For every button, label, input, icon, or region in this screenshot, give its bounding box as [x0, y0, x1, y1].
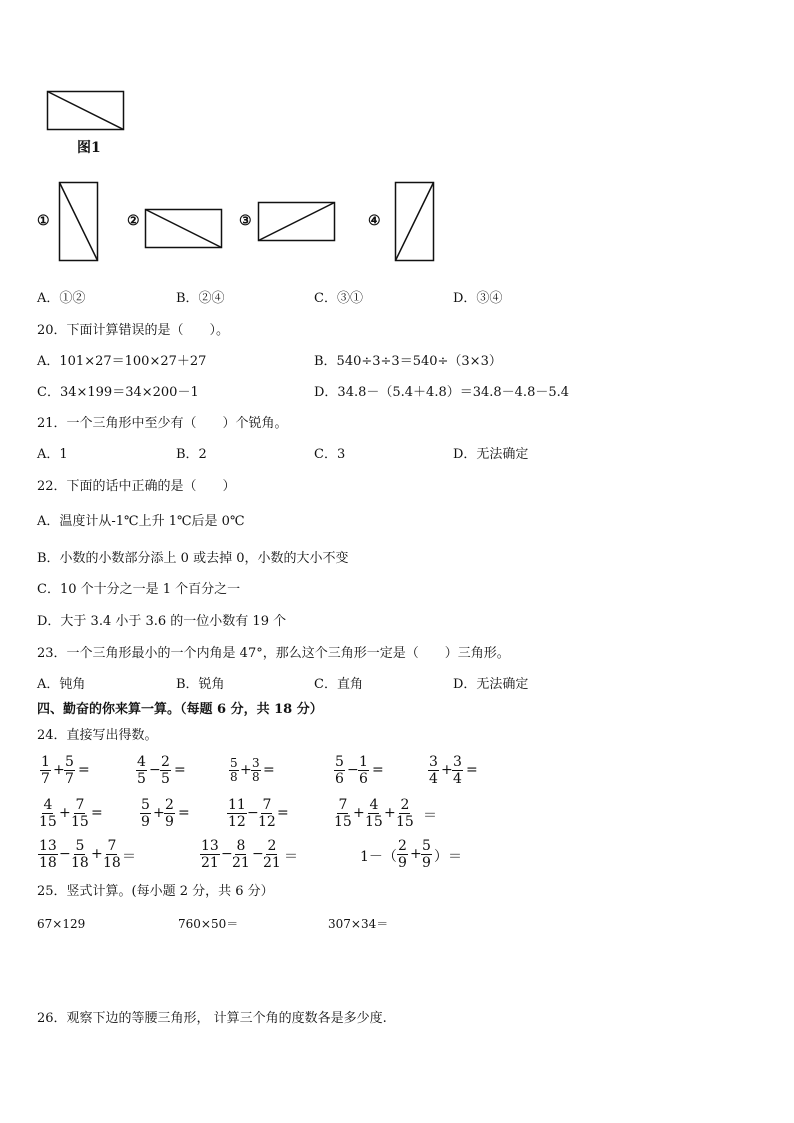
q19-option-b[interactable]: B．②④ — [176, 291, 225, 306]
fraction: $\frac{4}{15}$ — [39, 797, 57, 830]
figure-option-3 — [257, 201, 337, 243]
q25-item-3: 307×34＝ — [328, 917, 389, 931]
q21-option-b[interactable]: B．2 — [176, 447, 207, 462]
q25-item-2: 760×50＝ — [178, 917, 239, 931]
figure-1-rectangle — [46, 90, 126, 132]
q20-option-a[interactable]: A．101×27＝100×27＋27 — [37, 354, 207, 369]
q23-option-c[interactable]: C．直角 — [314, 677, 363, 692]
fraction: $\frac{3}{4}$ — [429, 754, 438, 787]
q23-option-d[interactable]: D．无法确定 — [453, 677, 529, 692]
q21-option-a[interactable]: A．1 — [37, 447, 68, 462]
fraction: $\frac{4}{5}$ — [137, 754, 146, 787]
fraction: $\frac{13}{18}$ — [39, 838, 57, 871]
q20-option-c[interactable]: C．34×199＝34×200－1 — [37, 385, 199, 400]
q23-option-b[interactable]: B．锐角 — [176, 677, 225, 692]
fraction: $\frac{2}{9}$ — [165, 797, 174, 830]
section-4-heading: 四、勤奋的你来算一算。（每题 6 分，共 18 分） — [37, 702, 323, 717]
q22-option-d[interactable]: D．大于 3.4 小于 3.6 的一位小数有 19 个 — [37, 614, 287, 629]
q19-option-a[interactable]: A．①② — [37, 291, 86, 306]
figure-label-4: ④ — [368, 213, 381, 229]
fraction: $\frac{5}{8}$ — [230, 756, 238, 784]
figure-label-1: ① — [37, 213, 50, 229]
q23-stem: 23．一个三角形最小的一个内角是 47°，那么这个三角形一定是（ ）三角形。 — [37, 646, 510, 661]
fraction: $\frac{11}{12}$ — [228, 797, 246, 830]
q19-option-d[interactable]: D．③④ — [453, 291, 503, 306]
fraction: $\frac{4}{15}$ — [365, 797, 383, 830]
q20-stem: 20．下面计算错误的是（ ）。 — [37, 323, 230, 338]
fraction: $\frac{8}{21}$ — [232, 838, 250, 871]
figure-option-1 — [58, 181, 100, 263]
q21-option-c[interactable]: C．3 — [314, 447, 346, 462]
q22-option-b[interactable]: B．小数的小数部分添上 0 或去掉 0，小数的大小不变 — [37, 551, 349, 566]
q19-option-c[interactable]: C．③① — [314, 291, 363, 306]
figure-1-caption: 图1 — [77, 140, 101, 156]
figure-option-4 — [394, 181, 436, 263]
q26-stem: 26．观察下边的等腰三角形， 计算三个角的度数各是多少度. — [37, 1011, 387, 1026]
q21-option-d[interactable]: D．无法确定 — [453, 447, 529, 462]
q22-option-c[interactable]: C．10 个十分之一是 1 个百分之一 — [37, 582, 241, 597]
fraction: $\frac{5}{7}$ — [65, 754, 74, 787]
q22-stem: 22．下面的话中正确的是（ ） — [37, 479, 236, 494]
fraction: $\frac{5}{9}$ — [141, 797, 150, 830]
fraction: $\frac{2}{21}$ — [263, 838, 281, 871]
fraction: $\frac{13}{21}$ — [201, 838, 219, 871]
fraction: $\frac{5}{6}$ — [335, 754, 344, 787]
q20-option-d[interactable]: D．34.8－（5.4＋4.8）＝34.8－4.8－5.4 — [314, 385, 570, 400]
fraction: $\frac{2}{9}$ — [398, 838, 407, 871]
fraction: $\frac{3}{8}$ — [252, 756, 260, 784]
q25-item-1: 67×129 — [37, 917, 86, 931]
figure-label-3: ③ — [239, 213, 252, 229]
fraction: $\frac{7}{18}$ — [103, 838, 121, 871]
q24-stem: 24．直接写出得数。 — [37, 728, 158, 743]
figure-label-2: ② — [127, 213, 140, 229]
fraction: $\frac{1}{6}$ — [359, 754, 368, 787]
fraction: $\frac{7}{15}$ — [334, 797, 352, 830]
fraction: $\frac{7}{15}$ — [71, 797, 89, 830]
q20-option-b[interactable]: B．540÷3÷3＝540÷（3×3） — [314, 354, 502, 369]
fraction: $\frac{5}{9}$ — [422, 838, 431, 871]
q23-option-a[interactable]: A．钝角 — [37, 677, 86, 692]
fraction: $\frac{7}{12}$ — [258, 797, 276, 830]
fraction: $\frac{1}{7}$ — [41, 754, 50, 787]
q21-stem: 21．一个三角形中至少有（ ）个锐角。 — [37, 416, 288, 431]
fraction: $\frac{2}{5}$ — [161, 754, 170, 787]
q22-option-a[interactable]: A．温度计从-1℃上升 1℃后是 0℃ — [37, 514, 245, 529]
figure-option-2 — [144, 208, 224, 250]
fraction: $\frac{3}{4}$ — [453, 754, 462, 787]
q25-stem: 25．竖式计算。(每小题 2 分，共 6 分） — [37, 884, 274, 899]
fraction: $\frac{5}{18}$ — [71, 838, 89, 871]
fraction: $\frac{2}{15}$ — [396, 797, 414, 830]
